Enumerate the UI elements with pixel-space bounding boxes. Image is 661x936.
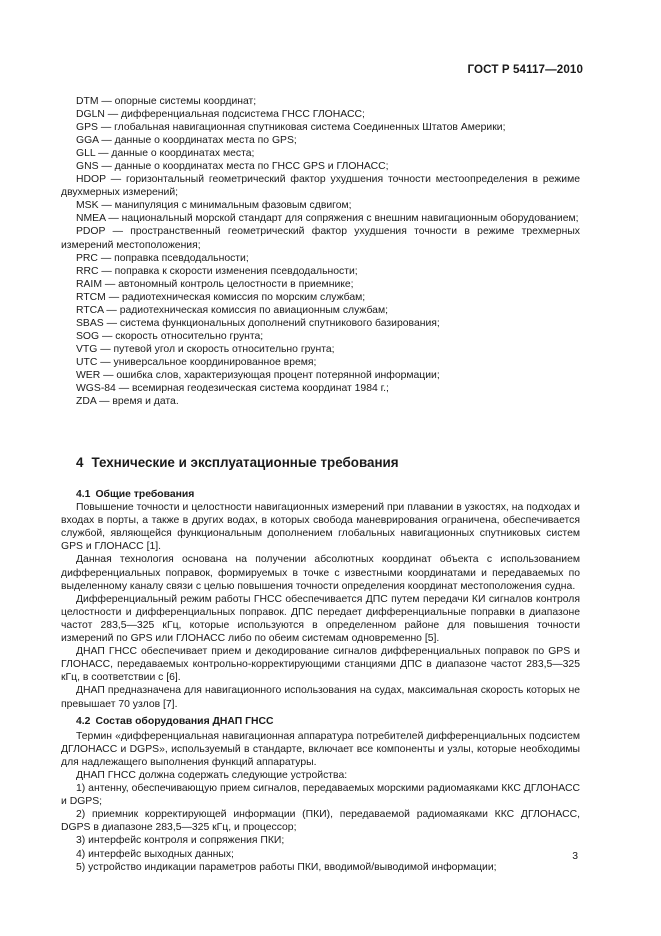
abbreviation-item: PDOP — пространственный геометрический фактор ухудшения точности в режиме трехмерных измерений местоположения; bbox=[61, 226, 580, 251]
abbreviation-item: UTC — универсальное координированное время; bbox=[76, 356, 317, 368]
abbreviation-item: GLL — данные о координатах места; bbox=[76, 148, 255, 160]
abbreviation-item: RTCM — радиотехническая комиссия по морским службам; bbox=[76, 291, 366, 303]
list-item: 3) интерфейс контроля и сопряжения ПКИ; bbox=[76, 835, 285, 847]
abbreviation-item: MSK — манипуляция с минимальным фазовым сдвигом; bbox=[76, 200, 352, 212]
list-item: 5) устройство индикации параметров работы ПКИ, вводимой/выводимой информации; bbox=[76, 861, 497, 873]
list-item: 4) интерфейс выходных данных; bbox=[76, 848, 234, 860]
section-title: Технические и эксплуатационные требования bbox=[91, 455, 399, 470]
abbreviation-item: GPS — глобальная навигационная спутниковая система Соединенных Штатов Америки; bbox=[76, 122, 506, 134]
abbreviation-item: ZDA — время и дата. bbox=[76, 396, 179, 408]
subsection-heading bbox=[61, 715, 580, 728]
paragraph: ДНАП предназначена для навигационного использования на судах, максимальная скорость которых не превышает 70 узлов [7]. bbox=[61, 685, 580, 710]
abbreviation-item: VTG — путевой угол и скорость относительно грунта; bbox=[76, 343, 335, 355]
abbreviation-item: PRC — поправка псевдодальности; bbox=[76, 252, 249, 264]
paragraph: Термин «дифференциальная навигационная аппаратура потребителей дифференциальных подсистем ДГЛОНАСС и DGPS», используемый в стандарте, включает все компоненты и узлы, которые необходимы для надлежащего выполнения функций аппаратуры. bbox=[61, 730, 580, 768]
abbreviation-item: NMEA — национальный морской стандарт для сопряжения с внешним навигационным оборудованием; bbox=[76, 213, 579, 225]
subsection-heading bbox=[61, 488, 580, 501]
section-body bbox=[61, 488, 580, 874]
abbreviation-item: RRC — поправка к скорости изменения псевдодальности; bbox=[76, 265, 358, 277]
page-number: 3 bbox=[572, 851, 578, 862]
list-item: 2) приемник корректирующей информации (ПКИ), передаваемой радиомаяками ККС ДГЛОНАСС, DGPS в диапазоне 283,5—325 кГц, и процессор; bbox=[61, 809, 580, 834]
paragraph: Повышение точности и целостности навигационных измерений при плавании в узкостях, на подходах и входах в порты, а также в других водах, в которых свобода маневрирования ограничена, обеспечивается службой, являющейся функциональным дополнением глобальных навигационных спутниковых систем GPS и ГЛОНАСС [1]. bbox=[61, 502, 580, 553]
abbreviation-item: WGS-84 — всемирная геодезическая система координат 1984 г.; bbox=[76, 383, 389, 395]
paragraph: Дифференциальный режим работы ГНСС обеспечивается ДПС путем передачи КИ сигналов контроля целостности и дифференциальных поправок. ДПС передает дифференциальные поправки в диапазоне частот 283,5—325 кГц, которые используются в определенном районе для повышения точности измерений по GPS или ГЛОНАСС либо по обеим системам одновременно [5]. bbox=[61, 593, 580, 645]
subsection-title: Общие требования bbox=[95, 489, 195, 500]
abbreviation-item: SBAS — система функциональных дополнений спутникового базирования; bbox=[76, 317, 440, 329]
abbreviation-item: GNS — данные о координатах места по ГНСС GPS и ГЛОНАСС; bbox=[76, 161, 389, 173]
paragraph: ДНАП ГНСС обеспечивает прием и декодирование сигналов дифференциальных поправок по GPS и ГЛОНАСС, передаваемых контрольно-корректирующими станциями ДПС в диапазоне частот 283,5—325 кГц, в соответствии с [6]. bbox=[61, 646, 580, 684]
paragraph: ДНАП ГНСС должна содержать следующие устройства: bbox=[76, 769, 348, 781]
section-heading bbox=[76, 455, 399, 470]
list-item: 1) антенну, обеспечивающую прием сигналов, передаваемых морскими радиомаяками ККС ДГЛОНАСС и DGPS; bbox=[61, 783, 580, 808]
abbreviation-item: SOG — скорость относительно грунта; bbox=[76, 330, 264, 342]
abbreviation-item: RAIM — автономный контроль целостности в приемнике; bbox=[76, 278, 354, 290]
section-number: 4 bbox=[76, 455, 84, 470]
abbreviation-item: HDOP — горизонтальный геометрический фактор ухудшения точности местоопределения в режиме двухмерных измерений; bbox=[61, 174, 580, 199]
paragraph: Данная технология основана на получении абсолютных координат объекта с использованием дифференциальных поправок, формируемых в точке с известными координатами и передаваемых по выделенному каналу связи с целью повышения точности определения координат местоположения судна. bbox=[61, 554, 580, 592]
subsection-number: 4.2 bbox=[76, 715, 91, 727]
subsection-title: Состав оборудования ДНАП ГНСС bbox=[95, 715, 274, 727]
abbreviation-list bbox=[61, 95, 580, 408]
abbreviation-item: DGLN — дифференциальная подсистема ГНСС ГЛОНАСС; bbox=[76, 109, 365, 121]
document-header: ГОСТ Р 54117—2010 bbox=[467, 63, 583, 76]
abbreviation-item: DTM — опорные системы координат; bbox=[76, 96, 257, 107]
abbreviation-item: RTCA — радиотехническая комиссия по авиационным службам; bbox=[76, 304, 388, 316]
abbreviation-item: WER — ошибка слов, характеризующая процент потерянной информации; bbox=[76, 369, 440, 381]
abbreviation-item: GGA — данные о координатах места по GPS; bbox=[76, 135, 297, 147]
subsection-number: 4.1 bbox=[76, 489, 91, 500]
